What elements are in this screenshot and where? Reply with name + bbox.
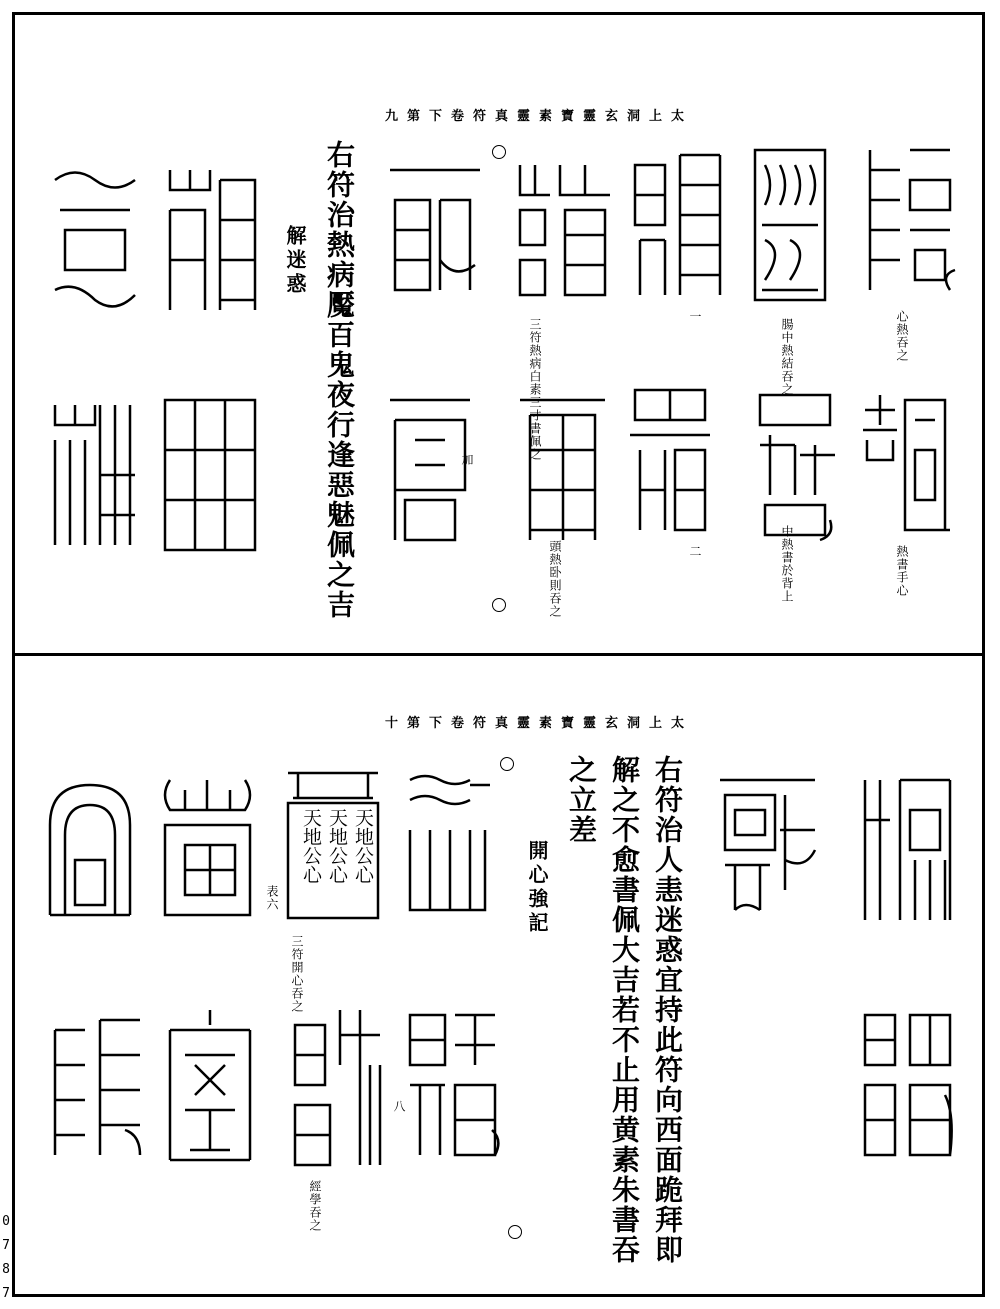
- box-char: 地: [326, 827, 348, 846]
- top-header: 太上洞玄靈寶素靈真符卷下第九: [385, 109, 694, 124]
- box-char: 公: [352, 846, 374, 865]
- talisman-glyph: [515, 390, 610, 550]
- talisman-glyph: [160, 160, 265, 320]
- top-note-4: 腸中熱結吞之: [780, 318, 794, 396]
- box-char: 地: [352, 827, 374, 846]
- talisman-glyph: [160, 1005, 260, 1165]
- binding-hole: [492, 598, 506, 612]
- top-note-2: 心熱吞之: [895, 310, 909, 362]
- box-char: 天: [352, 808, 374, 827]
- top-note-1: 熱書手心: [895, 545, 909, 597]
- top-main-text: 右符治熱病魘百鬼夜行逢惡魅佩之吉: [323, 140, 356, 620]
- talisman-glyph: [160, 395, 260, 555]
- talisman-glyph: [285, 1005, 385, 1170]
- page-number-digit: 0: [2, 1214, 10, 1229]
- box-char: 地: [300, 827, 322, 846]
- box-char: 心: [326, 865, 348, 884]
- talisman-glyph: [750, 385, 840, 555]
- talisman-glyph: [855, 390, 955, 540]
- page-number-digit: 7: [2, 1238, 10, 1253]
- talisman-glyph: [715, 770, 825, 920]
- binding-hole: [508, 1225, 522, 1239]
- talisman-glyph: [45, 160, 145, 320]
- talisman-glyph: [750, 145, 830, 305]
- talisman-glyph: [385, 160, 485, 310]
- talisman-glyph: [40, 775, 140, 925]
- bottom-note-2: 表六: [265, 885, 279, 911]
- talisman-glyph: [400, 770, 495, 920]
- talisman-glyph: [400, 1005, 505, 1165]
- binding-hole: [500, 757, 514, 771]
- bottom-note-4: 八: [392, 1100, 406, 1113]
- top-note-6: 頭熱卧則吞之: [548, 540, 562, 618]
- box-char: 天: [326, 808, 348, 827]
- box-char: 心: [300, 865, 322, 884]
- box-char: 公: [326, 846, 348, 865]
- talisman-glyph: [155, 770, 260, 920]
- bottom-main-text-2: 解之不愈書佩大吉若不止用黄素朱書吞: [608, 755, 641, 1265]
- talisman-box: [283, 768, 383, 928]
- box-char: 天: [300, 808, 322, 827]
- top-sub-text: 解迷惑: [283, 225, 307, 297]
- talisman-glyph: [45, 395, 145, 555]
- page-number-digit: 7: [2, 1286, 10, 1301]
- box-char: 心: [352, 865, 374, 884]
- page-number-digit: 8: [2, 1262, 10, 1277]
- talisman-glyph: [625, 380, 715, 545]
- bottom-note-1: 三符開心吞之: [290, 935, 304, 1013]
- talisman-glyph: [625, 145, 725, 305]
- top-note-7: 二: [688, 545, 702, 558]
- talisman-glyph: [860, 140, 960, 300]
- talisman-glyph: [385, 390, 475, 550]
- box-char: 公: [300, 846, 322, 865]
- talisman-glyph: [45, 1010, 145, 1165]
- top-note-9: 加: [460, 453, 474, 466]
- page-divider: [12, 653, 985, 656]
- top-note-8: 一: [688, 310, 702, 323]
- talisman-glyph: [855, 760, 960, 935]
- bottom-sub-text: 開心強記: [525, 840, 549, 936]
- top-note-5: 三符熱病白素三寸書佩之: [528, 318, 542, 461]
- bottom-main-text-3: 之立差: [565, 755, 598, 845]
- bottom-header: 太上洞玄靈寶素靈真符卷下第十: [385, 716, 694, 731]
- page-number: [0, 1210, 12, 1306]
- bottom-note-3: 經學吞之: [308, 1180, 322, 1232]
- bottom-main-text-1: 右符治人恚迷惑宜持此符向西面跪拜即: [651, 755, 684, 1265]
- binding-hole: [492, 145, 506, 159]
- talisman-glyph: [510, 155, 620, 305]
- top-note-3: 中熱書於背上: [780, 525, 794, 603]
- talisman-glyph: [855, 1005, 960, 1165]
